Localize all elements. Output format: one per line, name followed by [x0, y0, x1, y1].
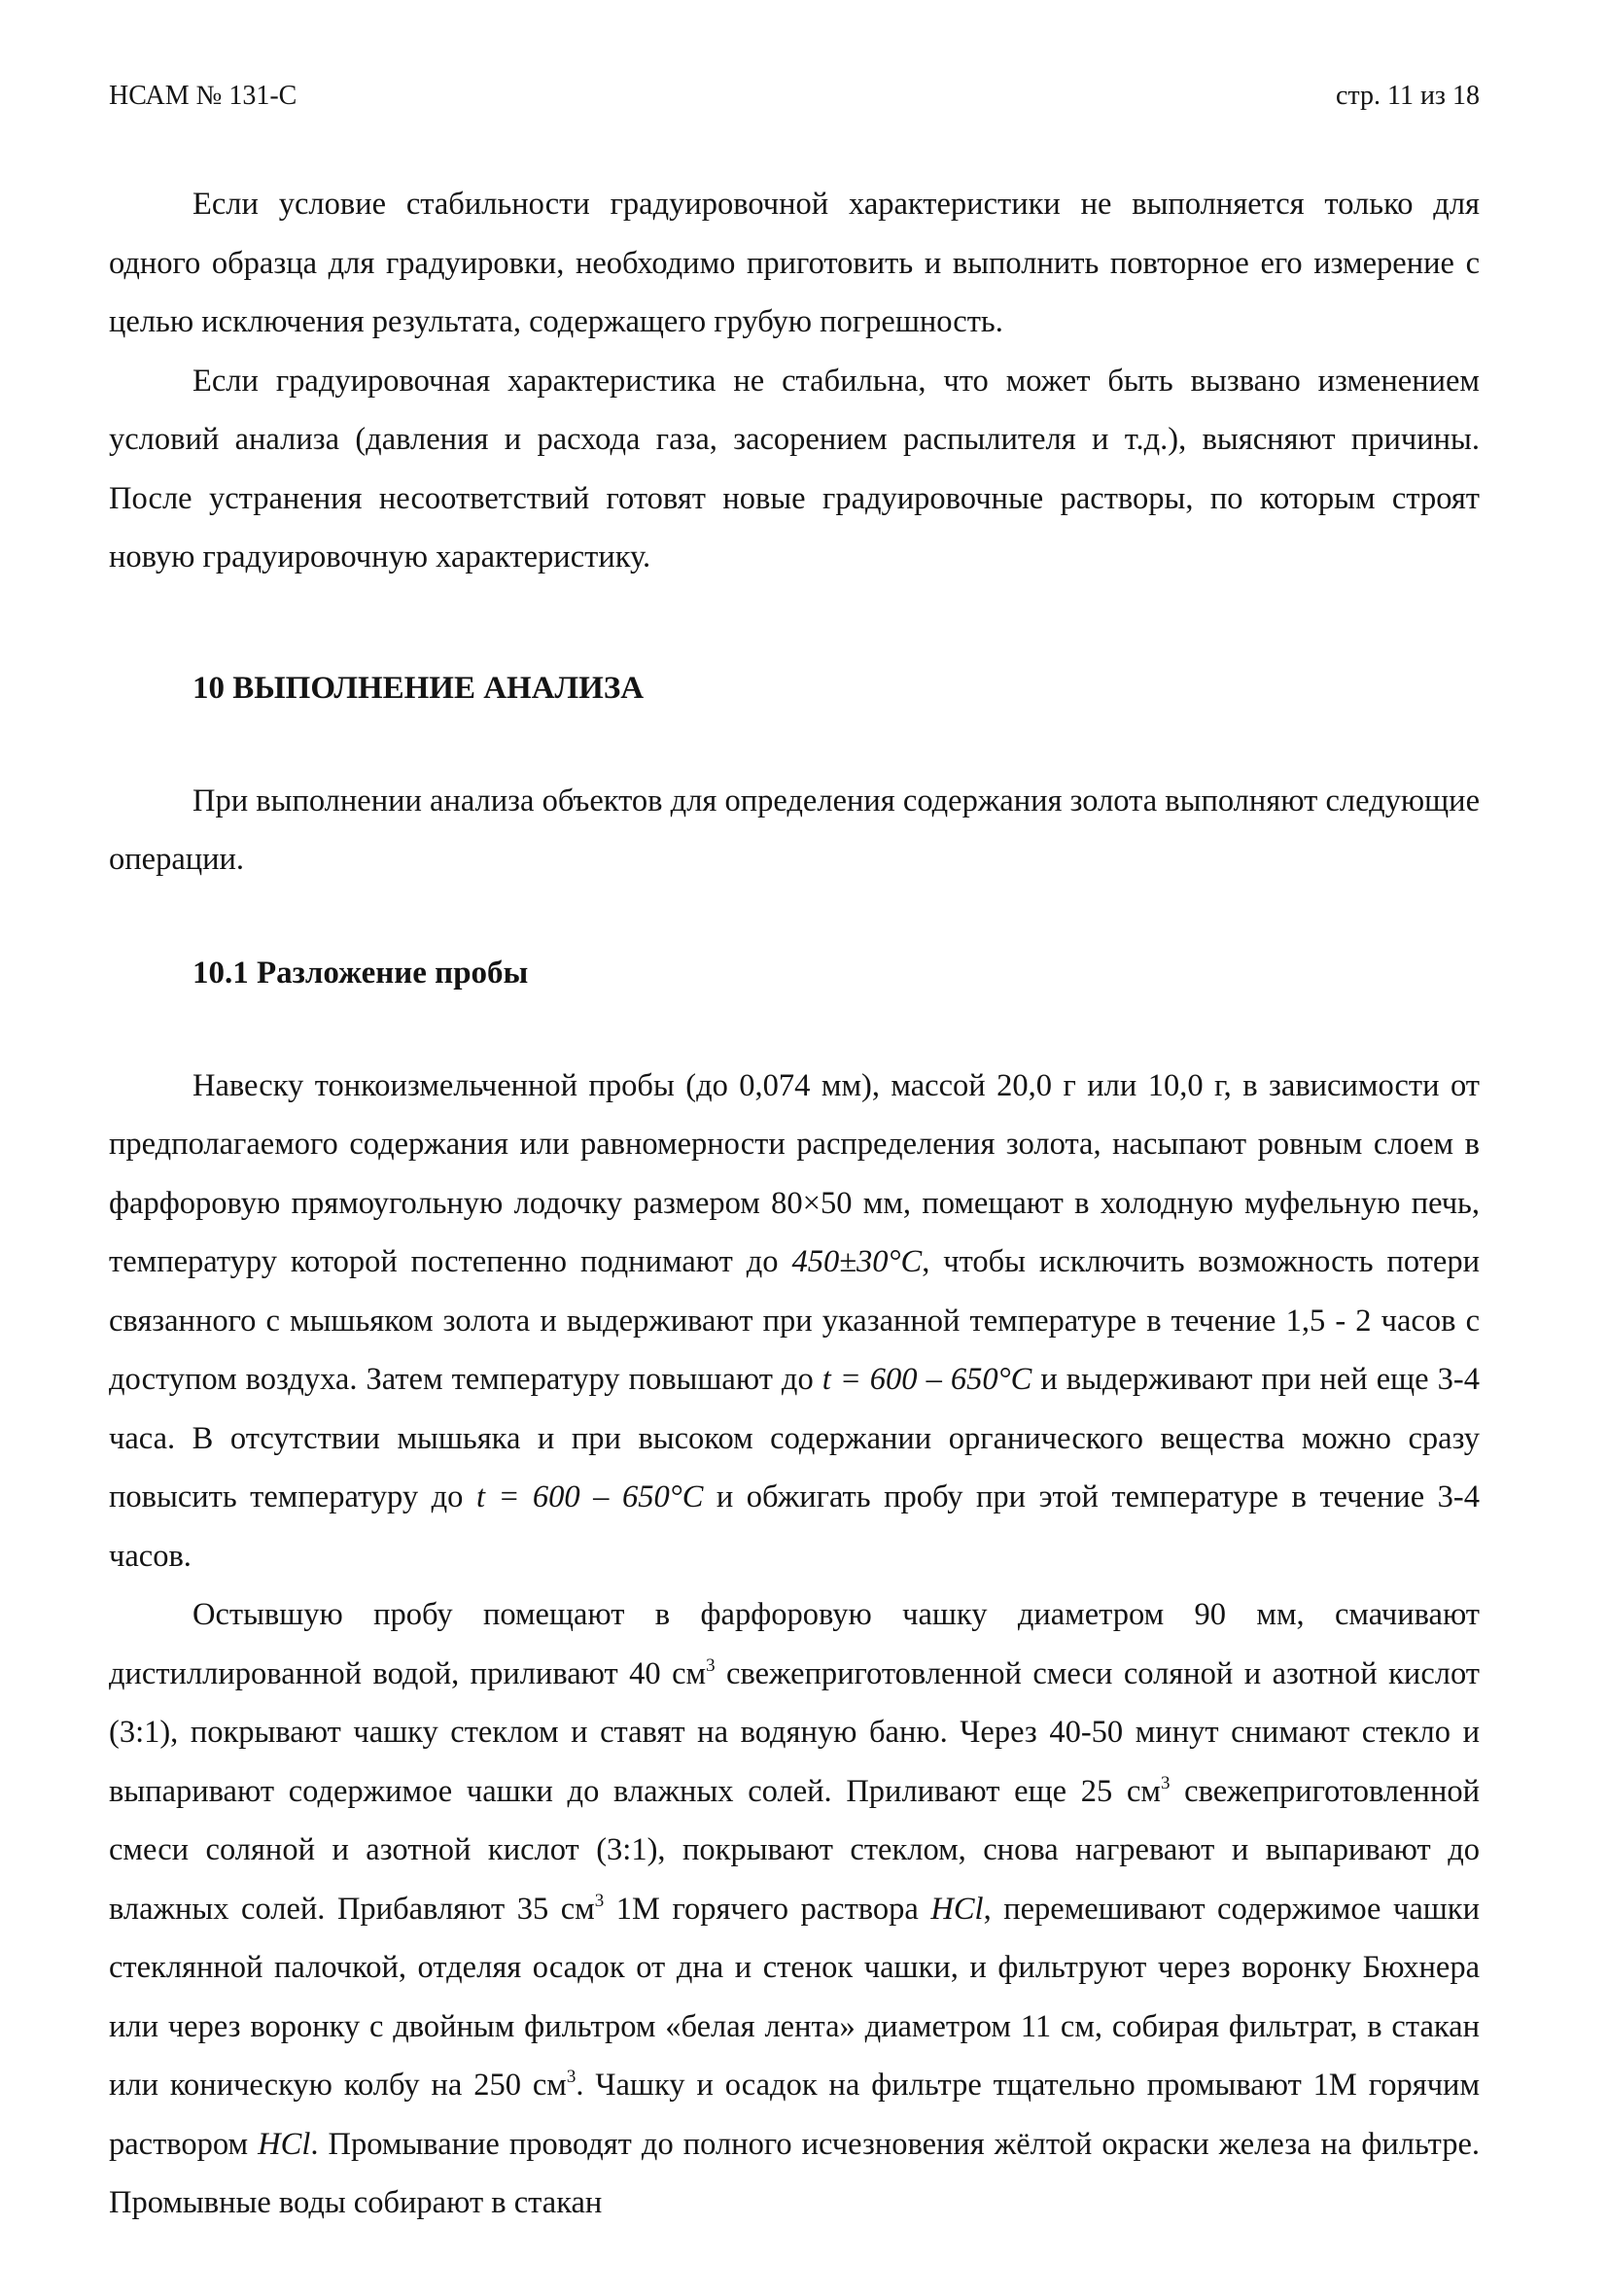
- page-number: стр. 11 из 18: [1335, 81, 1480, 111]
- paragraph-calibration-instability-single: Если условие стабильности градуировочной характеристики не выполняется только для одного образца для градуировки, необходимо приготовить и выполнить повторное его измерение с целью исключения результата, содержащего грубую погрешность.: [109, 187, 1480, 339]
- temperature-formula: 450±30°C: [791, 1244, 923, 1279]
- text-run: свежеприготовленной смеси соляной и азотной кислот (3:1), покрывают стеклом, снова нагревают и выпаривают до влажных солей. Прибавляют 35 см: [109, 1773, 1480, 1927]
- document-body: [109, 175, 1480, 2233]
- subsection-heading: 10.1 Разложение пробы: [192, 955, 529, 991]
- superscript: 3: [1160, 1772, 1171, 1793]
- text-run: и обжигать пробу при этой температуре в течение 3-4 часов.: [109, 1479, 1480, 1574]
- text-run: и выдерживают при ней еще 3-4 часа. В отсутствии мышьяка и при высоком содержании органического вещества можно сразу повысить температуру до: [109, 1362, 1480, 1514]
- text-run: . Чашку и осадок на фильтре тщательно промывают 1М горячим раствором: [109, 2068, 1481, 2162]
- paragraph-sample-roasting: [109, 1057, 1480, 1586]
- temperature-formula: t = 600 – 650°C: [821, 1362, 1032, 1397]
- chemical-formula: HCl: [258, 2126, 311, 2162]
- paragraph-acid-digestion: [109, 1585, 1480, 2233]
- superscript: 3: [594, 1890, 605, 1911]
- section-intro-paragraph: При выполнении анализа объектов для определения содержания золота выполняют следующие операции.: [109, 783, 1480, 877]
- text-run: Навеску тонкоизмельченной пробы (до 0,074 мм), массой 20,0 г или 10,0 г, в зависимости от предполагаемого содержания или равномерности распределения золота, насыпают ровным слоем в фарфоровую прямоугольную лодочку размером 80×50 мм, помещают в холодную муфельную печь, температуру которой постепенно поднимают до: [109, 1067, 1480, 1279]
- document-id: НСАМ № 131-С: [109, 81, 297, 111]
- text-run: . Промывание проводят до полного исчезновения жёлтой окраски железа на фильтре. Промывные воды собирают в стакан: [109, 2126, 1480, 2220]
- text-run: , перемешивают содержимое чашки стеклянной палочкой, отделяя осадок от дна и стенок чашки, и фильтруют через воронку Бюхнера или через воронку с двойным фильтром «белая лента» диаметром 11 см, собирая фильтрат, в стакан или коническую колбу на 250 см: [109, 1891, 1480, 2103]
- temperature-formula: t = 600 – 650°C: [475, 1479, 704, 1514]
- superscript: 3: [706, 1654, 716, 1676]
- text-run: Остывшую пробу помещают в фарфоровую чашку диаметром 90 мм, смачивают дистиллированной водой, приливают 40 см: [109, 1597, 1480, 1691]
- text-run: свежеприготовленной смеси соляной и азотной кислот (3:1), покрывают чашку стеклом и ставят на водяную баню. Через 40-50 минут снимают стекло и выпаривают содержимое чашки до влажных солей. Приливают еще 25 см: [109, 1655, 1480, 1809]
- page-header: [109, 80, 1480, 113]
- text-run: 1М горячего раствора: [604, 1891, 931, 1927]
- superscript: 3: [566, 2067, 577, 2087]
- paragraph-calibration-instability-causes: Если градуировочная характеристика не стабильна, что может быть вызвано изменением условий анализа (давления и расхода газа, засорением распылителя и т.д.), выясняют причины. После устранения несоответствий готовят новые градуировочные растворы, по которым строят новую градуировочную характеристику.: [109, 363, 1480, 574]
- chemical-formula: HCl: [930, 1891, 984, 1927]
- section-heading: 10 ВЫПОЛНЕНИЕ АНАЛИЗА: [192, 670, 645, 706]
- text-run: , чтобы исключить возможность потери связанного с мышьяком золота и выдерживают при указанной температуре в течение 1,5 - 2 часов с доступом воздуха. Затем температуру повышают до: [109, 1244, 1480, 1397]
